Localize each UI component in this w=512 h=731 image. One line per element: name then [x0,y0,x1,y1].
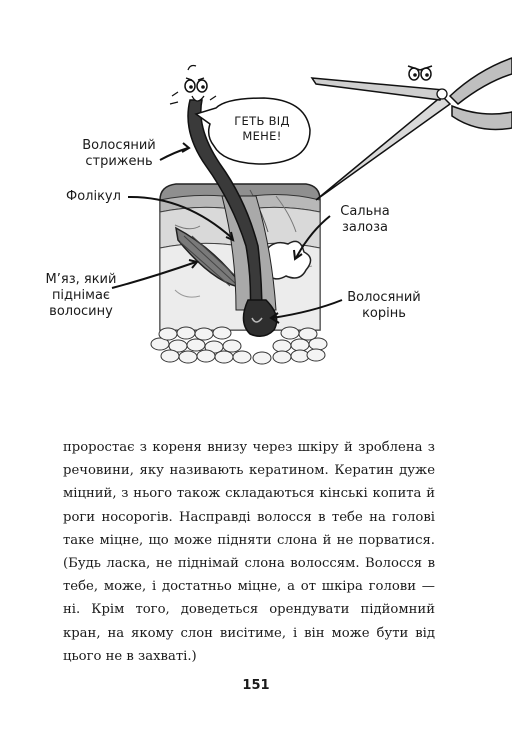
body-paragraph-text: проростає з кореня внизу через шкіру й зроблена з речовини, яку називають кератином. Кератин дуже міцний, з нього також складаються кінські копита й роги носорогів. Насправді волосся в тебе на голові таке міцне, що може підняти слона й не порватися. (Будь ласка, не піднімай слона волоссям. Волосся в тебе, може, і достатньо міцне, а от шкіра голови — ні. Крім того, доведеться орендувати підйомний кран, на якому слон висітиме, і він може бути від цього не в захваті.) [63,440,435,664]
page-number: 151 [242,678,270,693]
fat-cells [151,327,327,364]
follicle-label: Фолікул [66,189,121,204]
hair-root-label: Волосяний корінь [347,290,421,321]
speech-bubble-text: ГЕТЬ ВІД МЕНЕ! [234,114,290,143]
hair-shaft-label: Волосяний стрижень [82,138,156,169]
muscle-label: М’яз, який піднімає волосину [45,272,117,319]
scissors-icon [312,58,512,200]
sebaceous-gland-label: Сальна залоза [340,204,390,235]
body-paragraph [63,436,435,668]
